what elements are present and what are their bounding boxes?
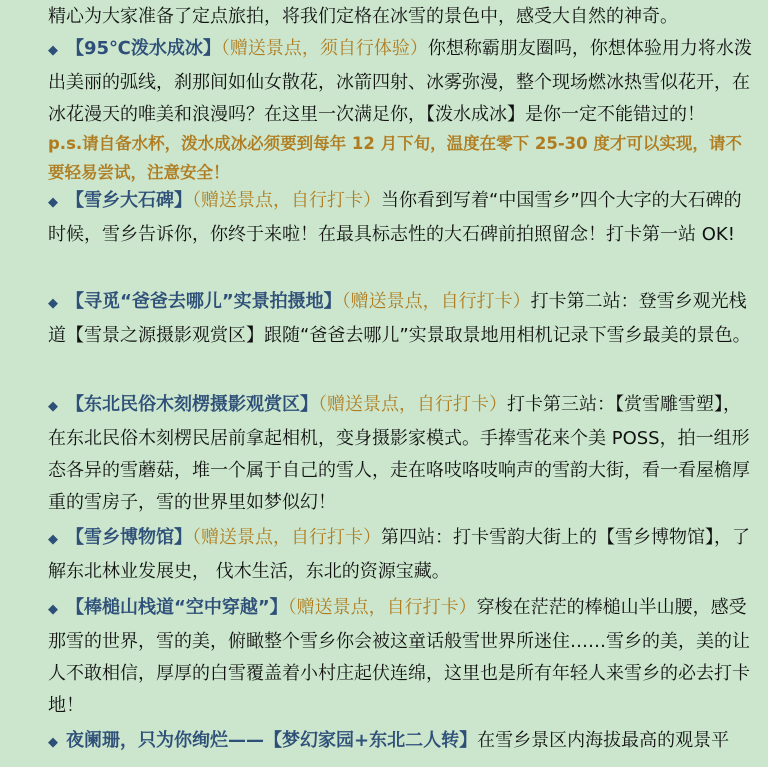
section-tag: （赠送景点，须自行体验）	[220, 38, 428, 59]
section-tag: （赠送景点，自行打卡）	[287, 597, 477, 618]
diamond-bullet-icon: ◆	[48, 296, 58, 311]
section-title: 【寻觅“爸爸去哪儿”实景拍摄地】	[66, 291, 342, 312]
section-tag: （赠送景点，自行打卡）	[192, 527, 381, 548]
section-title: 夜阑珊，只为你绚烂——【梦幻家园+东北二人转】	[66, 730, 478, 751]
section-tag: （赠送景点，自行打卡）	[341, 291, 531, 312]
safety-note: p.s.请自备水杯，泼水成冰必须要到每年 12 月下旬，温度在零下 25-30 度才可以实现，请不要轻易尝试，注意安全！	[48, 134, 742, 182]
section-tag: （赠送景点，自行打卡）	[192, 190, 381, 211]
diamond-bullet-icon: ◆	[48, 735, 58, 750]
section-tag: （赠送景点，自行打卡）	[318, 394, 507, 415]
section-night-show	[48, 725, 754, 759]
diamond-bullet-icon: ◆	[48, 195, 58, 210]
intro-paragraph: 精心为大家准备了定点旅拍，将我们定格在冰雪的景色中，感受大自然的神奇。	[48, 6, 678, 27]
section-splash-ice	[48, 33, 754, 131]
section-body: 当你看到写着“中国雪乡”四个大字的大石碑的时候，雪乡告诉你，你终于来啦！在最具标志性的大石碑前拍照留念！打卡第一站 OK!	[48, 190, 742, 245]
diamond-bullet-icon: ◆	[48, 602, 58, 617]
section-title: 【东北民俗木刻楞摄影观赏区】	[66, 394, 318, 415]
diamond-bullet-icon: ◆	[48, 532, 58, 547]
section-museum	[48, 522, 754, 588]
section-folk-houses	[48, 389, 754, 519]
diamond-bullet-icon: ◆	[48, 399, 58, 414]
section-title: 【雪乡博物馆】	[66, 527, 192, 548]
section-body: 穿梭在茫茫的棒槌山半山腰，感受那雪的世界，雪的美，俯瞰整个雪乡你会被这童话般雪世界所迷住……雪乡的美，美的让人不敢相信，厚厚的白雪覆盖着小村庄起伏连绵，这里也是所有年轻人来雪乡的必去打卡地！	[48, 597, 750, 716]
section-body: 第四站：打卡雪韵大街上的【雪乡博物馆】，了解东北林业发展史， 伐木生活，东北的资源宝藏。	[48, 527, 750, 582]
section-body: 打卡第二站：登雪乡观光栈道【雪景之源摄影观赏区】跟随“爸爸去哪儿”实景取景地用相机记录下雪乡最美的景色。	[48, 291, 751, 346]
section-stone-tablet	[48, 185, 754, 251]
section-mountain-walkway	[48, 592, 754, 722]
diamond-bullet-icon: ◆	[48, 43, 58, 58]
section-body: 打卡第三站：【赏雪雕雪塑】，在东北民俗木刻楞民居前拿起相机，变身摄影家模式。手捧雪花来个美 POSS，拍一组形态各异的雪蘑菇，堆一个属于自己的雪人，走在咯吱咯吱响声的雪韵大街，看一看屋檐厚重的雪房子，雪的世界里如梦似幻！	[48, 394, 750, 513]
section-title: 【95℃泼水成冰】	[66, 38, 221, 59]
section-body: 你想称霸朋友圈吗，你想体验用力将水泼出美丽的弧线，刹那间如仙女散花，冰箭四射、冰雾弥漫，整个现场燃冰热雪似花开，在冰花漫天的唯美和浪漫吗？在这里一次满足你，【泼水成冰】是你一定不能错过的！	[48, 38, 752, 125]
section-title: 【棒槌山栈道“空中穿越”】	[66, 597, 288, 618]
section-title: 【雪乡大石碑】	[66, 190, 192, 211]
section-body: 在雪乡景区内海拔最高的观景平	[477, 730, 730, 751]
section-filming-location	[48, 286, 754, 352]
